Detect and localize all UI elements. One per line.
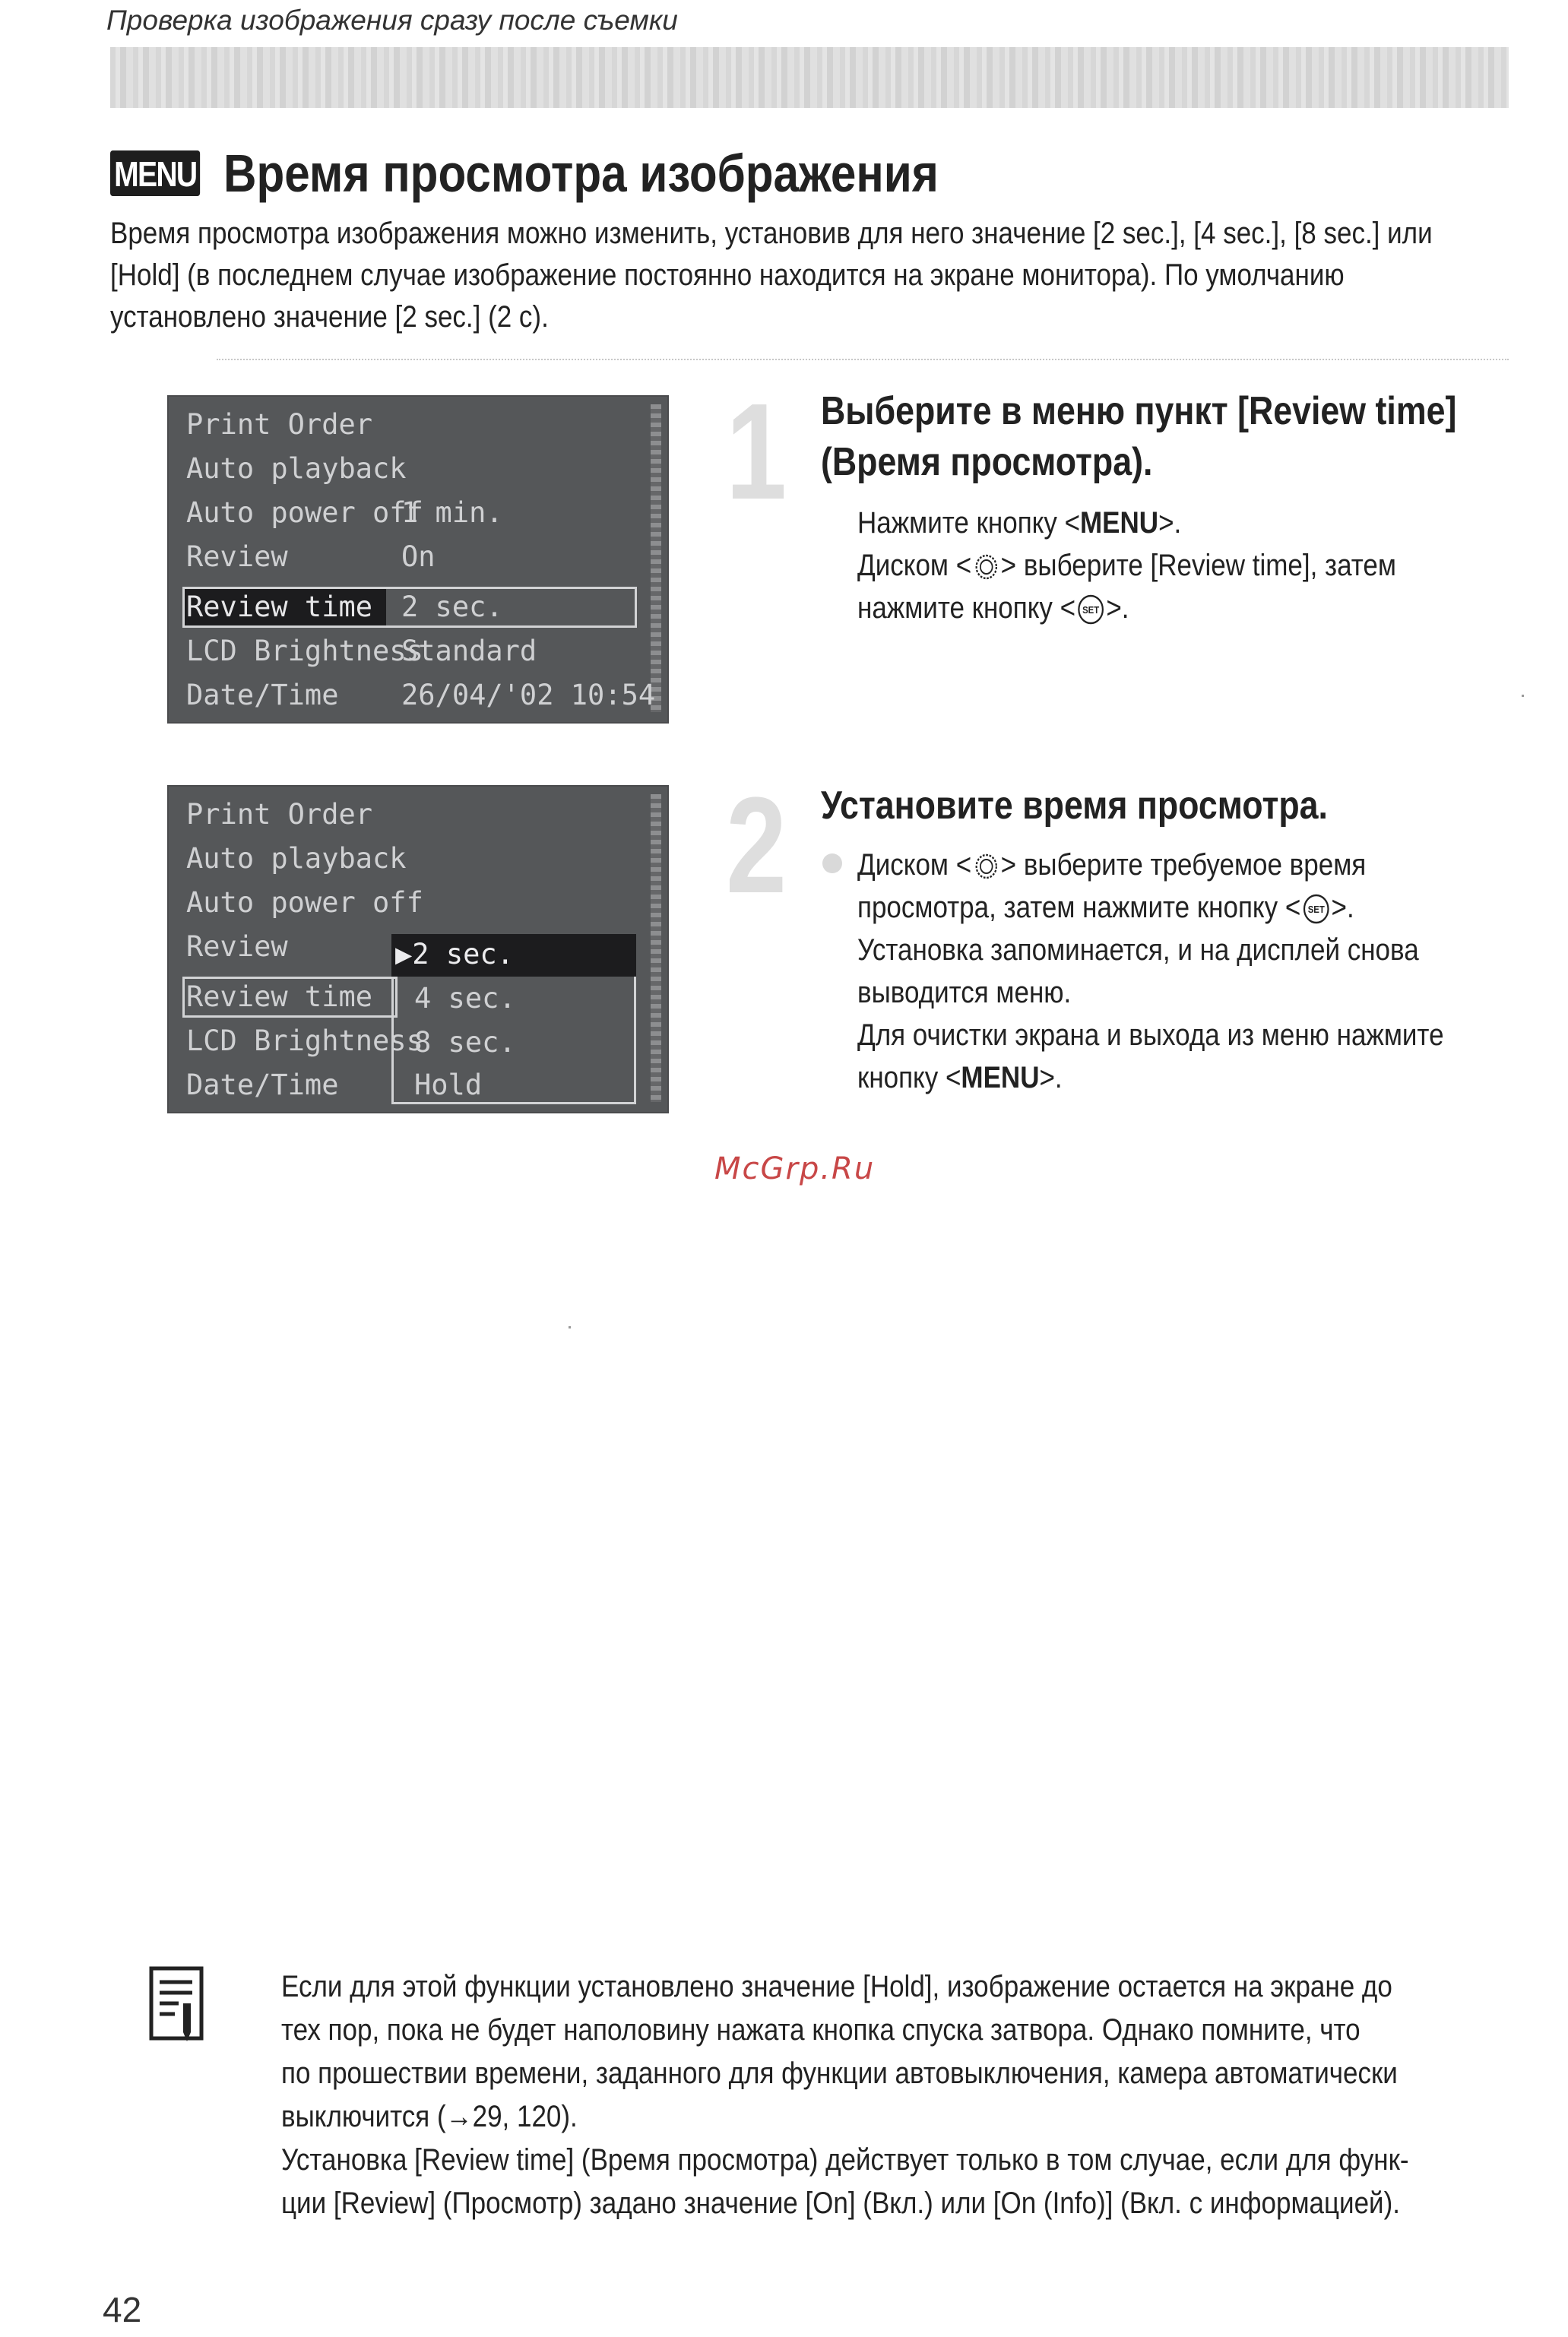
lcd-row-label: Auto power off [186,886,423,919]
note-line: ции [Review] (Просмотр) задано значение [On] (Вкл.) или [On (Info)] (Вкл. с информацией). [281,2187,1400,2220]
dial-icon [973,552,999,582]
lcd-row [186,793,650,837]
instruction-line [857,502,1522,544]
text: Нажмите кнопку < [857,506,1081,540]
lcd-row-value: Standard [401,635,537,667]
text: >. [1039,1061,1063,1094]
lcd-row-label: Review [186,540,288,573]
lcd-option-selected: ▶2 sec. [395,938,514,971]
lcd-row-label: Auto playback [186,842,407,875]
lcd-row [186,403,650,447]
lcd-row [186,629,650,673]
lcd-option: Hold [414,1069,483,1101]
instruction-line: выводится меню. [857,976,1072,1009]
text: Диском < [857,848,972,882]
lcd-row-label: Review time [186,591,373,623]
lcd-row-label: Print Order [186,798,373,831]
lcd-option: 4 sec. [414,982,516,1015]
text: кнопку < [857,1061,961,1094]
text: >. [1331,891,1354,924]
page-number: 42 [103,2290,142,2329]
speck [569,1326,571,1328]
note-line: Установка [Review time] (Время просмотра) действует только в том случае, если для функ- [281,2143,1409,2177]
lcd-row-value: 26/04/'02 10:54 [401,679,656,711]
lcd-row-label: LCD Brightness [186,635,423,667]
menu-key-label: MENU [1080,506,1159,540]
lcd-row-label: Date/Time [186,1069,339,1101]
step-title: Установите время просмотра. [821,784,1328,828]
lcd-row-label: Review time [186,980,373,1013]
lcd-row-label: Date/Time [186,679,339,711]
divider [217,359,1509,360]
header-band [110,47,1509,108]
lcd-row-label: LCD Brightness [186,1024,423,1057]
menu-key-label: MENU [961,1061,1040,1094]
note-text [281,1965,1505,2225]
set-button-icon [1302,893,1330,925]
instruction-line [857,844,1522,886]
intro-paragraph: Время просмотра изображения можно изменить, установив для него значение [2 sec.], [4 sec.], [8 sec.] или [Hold] (в последнем случае изображение постоянно находится на экране монитора). По умолчанию установлено значение [2 sec.] (2 с). [110,217,1433,334]
instruction-line: Для очистки экрана и выхода из меню нажмите [857,1018,1444,1052]
lcd-row [186,837,650,881]
lcd-scrollbar [651,794,661,1102]
note-line: по прошествии времени, заданного для функции автовыключения, камера автоматически [281,2057,1398,2090]
menu-badge-icon: MENU [110,150,201,196]
instruction-line [857,886,1522,929]
lcd-row [186,535,650,579]
lcd-row-value: 2 sec. [401,591,503,623]
lcd-screen-options [167,785,669,1113]
speck [1522,695,1524,697]
lcd-row [186,673,656,717]
lcd-row-label: Print Order [186,408,373,441]
lcd-row [186,447,650,491]
lcd-row-value: 1 min. [401,496,503,529]
text: > выберите требуемое время [1000,848,1367,882]
note-line: выключится (→29, 120). [281,2100,578,2133]
lcd-scrollbar [651,404,661,712]
instruction-line [857,587,1522,629]
lcd-row-label: Auto playback [186,452,407,485]
bullet-icon [822,853,842,873]
text: просмотра, затем нажмите кнопку < [857,891,1301,924]
step-instructions [857,502,1522,629]
dial-icon [973,851,999,882]
set-button-icon [1077,594,1105,625]
lcd-row-label: Review [186,930,288,963]
watermark: McGrp.Ru [714,1151,876,1186]
step-number: 1 [726,375,787,528]
instruction-line [857,544,1522,587]
note-line: тех пор, пока не будет наполовину нажата кнопка спуска затвора. Однако помните, что [281,2013,1361,2047]
lcd-option: 8 sec. [414,1026,516,1059]
lcd-row-label: Auto power off [186,496,423,529]
text: > выберите [Review time], затем [1000,549,1396,582]
note-line: Если для этой функции установлено значение [Hold], изображение остается на экране до [281,1970,1392,2003]
text: нажмите кнопку < [857,591,1076,625]
title-text: Время просмотра изображения [223,144,939,203]
page-title [110,143,1056,204]
lcd-row [186,491,650,535]
step-instructions [857,844,1522,1099]
lcd-row-value: On [401,540,436,573]
lcd-row-selected [186,585,650,629]
note-icon [148,1965,209,2049]
lcd-screen-menu [167,395,669,724]
instruction-line: Установка запоминается, и на дисплей снова [857,933,1419,967]
set-label: SET [1307,904,1325,916]
instruction-line [857,1056,1522,1099]
lcd-row [186,881,650,925]
text: >. [1106,591,1129,625]
text: >. [1158,506,1182,540]
step-number: 2 [726,769,787,922]
text: Диском < [857,549,972,582]
section-header: Проверка изображения сразу после съемки [106,5,678,36]
set-label: SET [1082,604,1100,616]
step-title: Выберите в меню пункт [Review time] (Время просмотра). [821,389,1457,484]
